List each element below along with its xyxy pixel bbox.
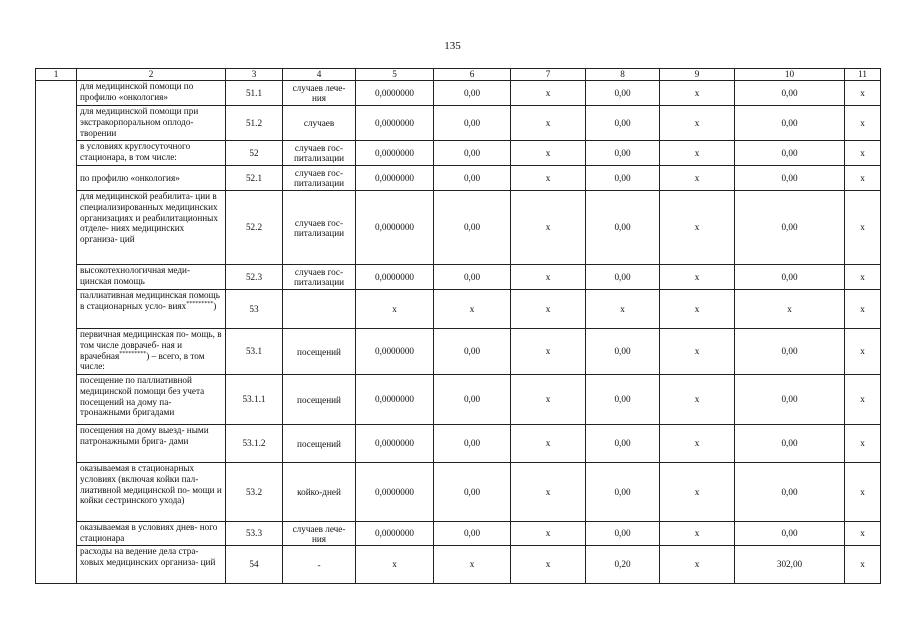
cell-col7: х [511, 141, 586, 166]
cell-col8: 0,00 [586, 522, 660, 546]
table-row [36, 329, 881, 375]
cell-col6: 0,00 [434, 375, 511, 425]
cell-col10: 0,00 [735, 191, 845, 265]
cell-col8: 0,00 [586, 81, 660, 106]
cell-col8: 0,00 [586, 329, 660, 375]
cell-col10: 0,00 [735, 141, 845, 166]
cell-col9: х [660, 375, 735, 425]
cell-col8: 0,00 [586, 265, 660, 290]
cell-col8: 0,00 [586, 463, 660, 522]
cell-col9: х [660, 425, 735, 463]
cell-col7: х [511, 522, 586, 546]
cell-unit: случаев лече- ния [283, 522, 356, 546]
column-number-8: 8 [586, 69, 660, 81]
cell-unit: случаев гос- питализации [283, 141, 356, 166]
cell-col11: х [845, 463, 881, 522]
cell-col5: 0,0000000 [356, 375, 434, 425]
cell-line-number: 52.2 [226, 191, 283, 265]
description-text: первичная медицинская по- мощь, в том числе доврачеб- ная и врачебная [80, 329, 222, 361]
cell-col1 [36, 106, 77, 141]
cell-unit: койко-дней [283, 463, 356, 522]
cell-col6: 0,00 [434, 265, 511, 290]
footnote-marker: ********* [119, 350, 147, 357]
table-row [36, 522, 881, 546]
column-number-4: 4 [283, 69, 356, 81]
cell-unit: случаев гос- питализации [283, 265, 356, 290]
cell-unit [283, 290, 356, 329]
cell-col9: х [660, 329, 735, 375]
cell-col10: 0,00 [735, 106, 845, 141]
cell-col1 [36, 546, 77, 584]
cell-line-number: 52 [226, 141, 283, 166]
cell-description [77, 425, 226, 463]
cell-col5: 0,0000000 [356, 166, 434, 191]
description-text: для медицинской помощи по профилю «онкология» [80, 81, 194, 102]
table-row [36, 191, 881, 265]
cell-col11: х [845, 191, 881, 265]
cell-unit: случаев [283, 106, 356, 141]
cell-col9: х [660, 141, 735, 166]
cell-unit: случаев гос- питализации [283, 166, 356, 191]
table-row [36, 106, 881, 141]
cell-col5: х [356, 546, 434, 584]
column-number-3: 3 [226, 69, 283, 81]
cell-col5: 0,0000000 [356, 106, 434, 141]
table-row [36, 463, 881, 522]
cell-description [77, 546, 226, 584]
cell-col8: 0,00 [586, 106, 660, 141]
cell-description [77, 141, 226, 166]
description-tail: ) – всего, в том числе: [80, 350, 205, 372]
cell-description [77, 463, 226, 522]
cell-col11: х [845, 425, 881, 463]
column-number-10: 10 [735, 69, 845, 81]
cell-unit: случаев лече- ния [283, 81, 356, 106]
description-tail: ) [213, 300, 217, 311]
cell-col8: 0,00 [586, 141, 660, 166]
cell-col1 [36, 81, 77, 106]
cell-col11: х [845, 329, 881, 375]
cell-col1 [36, 522, 77, 546]
cell-description [77, 375, 226, 425]
cell-col9: х [660, 166, 735, 191]
cell-col5: 0,0000000 [356, 81, 434, 106]
cell-col1 [36, 265, 77, 290]
description-text: по профилю «онкология» [80, 172, 180, 183]
cell-col1 [36, 425, 77, 463]
description-text: расходы на ведение дела стра- ховых медицинских организа- ций [80, 546, 216, 567]
cell-line-number: 51.2 [226, 106, 283, 141]
cell-col6: 0,00 [434, 329, 511, 375]
cell-col1 [36, 141, 77, 166]
cell-col5: 0,0000000 [356, 463, 434, 522]
table-row [36, 425, 881, 463]
cell-unit: - [283, 546, 356, 584]
cell-description [77, 191, 226, 265]
cell-col9: х [660, 191, 735, 265]
cell-col10: х [735, 290, 845, 329]
cell-unit: посещений [283, 329, 356, 375]
cell-col6: 0,00 [434, 81, 511, 106]
table-row [36, 290, 881, 329]
cell-col6: 0,00 [434, 425, 511, 463]
cell-col9: х [660, 106, 735, 141]
cell-line-number: 53.1.2 [226, 425, 283, 463]
cell-col7: х [511, 191, 586, 265]
cell-line-number: 53.3 [226, 522, 283, 546]
cell-col7: х [511, 265, 586, 290]
column-number-11: 11 [845, 69, 881, 81]
cell-description [77, 166, 226, 191]
cell-col10: 0,00 [735, 463, 845, 522]
cell-col11: х [845, 265, 881, 290]
column-number-2: 2 [77, 69, 226, 81]
cell-col1 [36, 375, 77, 425]
cell-col5: 0,0000000 [356, 141, 434, 166]
cell-col10: 0,00 [735, 265, 845, 290]
column-number-9: 9 [660, 69, 735, 81]
column-number-6: 6 [434, 69, 511, 81]
cell-col1 [36, 191, 77, 265]
description-text: оказываемая в условиях днев- ного стационара [80, 522, 218, 543]
cell-line-number: 52.1 [226, 166, 283, 191]
table-row [36, 375, 881, 425]
description-text: посещение по паллиативной медицинской помощи без учета посещений на дому па- тронажными бригадами [80, 375, 205, 418]
cell-line-number: 53.2 [226, 463, 283, 522]
cell-col6: х [434, 290, 511, 329]
table-row [36, 166, 881, 191]
table-row [36, 141, 881, 166]
cell-col9: х [660, 522, 735, 546]
cell-line-number: 54 [226, 546, 283, 584]
cell-col11: х [845, 106, 881, 141]
cell-description [77, 522, 226, 546]
cell-col11: х [845, 166, 881, 191]
cell-col1 [36, 166, 77, 191]
cell-unit: посещений [283, 375, 356, 425]
cell-line-number: 51.1 [226, 81, 283, 106]
cell-description [77, 81, 226, 106]
cell-description [77, 265, 226, 290]
cell-col8: 0,20 [586, 546, 660, 584]
cell-col9: х [660, 290, 735, 329]
cell-col5: 0,0000000 [356, 329, 434, 375]
description-text: паллиативная медицинская помощь в стационарных усло- виях [80, 290, 220, 311]
cell-col9: х [660, 81, 735, 106]
cell-col10: 0,00 [735, 522, 845, 546]
cell-col6: 0,00 [434, 106, 511, 141]
cell-col11: х [845, 375, 881, 425]
table-row [36, 81, 881, 106]
cell-col9: х [660, 265, 735, 290]
cell-line-number: 53.1.1 [226, 375, 283, 425]
cell-col6: 0,00 [434, 141, 511, 166]
cell-col8: 0,00 [586, 166, 660, 191]
cell-col5: 0,0000000 [356, 522, 434, 546]
cell-col8: х [586, 290, 660, 329]
cell-col11: х [845, 141, 881, 166]
cell-col10: 0,00 [735, 375, 845, 425]
cell-col7: х [511, 425, 586, 463]
cell-col6: 0,00 [434, 191, 511, 265]
cell-col10: 0,00 [735, 329, 845, 375]
cell-col11: х [845, 81, 881, 106]
cell-col9: х [660, 546, 735, 584]
cell-col6: х [434, 546, 511, 584]
page-number: 135 [444, 40, 461, 52]
cell-col6: 0,00 [434, 522, 511, 546]
cell-description [77, 106, 226, 141]
cell-col10: 0,00 [735, 425, 845, 463]
cell-col7: х [511, 106, 586, 141]
table-row [36, 546, 881, 584]
cell-col6: 0,00 [434, 166, 511, 191]
cell-col7: х [511, 290, 586, 329]
description-text: для медицинской реабилита- ции в специализированных медицинских организациях и реабилитационных отделе- ниях медицинских организа- ций [80, 191, 218, 245]
cell-col11: х [845, 546, 881, 584]
cell-col7: х [511, 81, 586, 106]
cell-col5: 0,0000000 [356, 425, 434, 463]
cell-col7: х [511, 546, 586, 584]
cell-description [77, 290, 226, 329]
description-text: посещения на дому выезд- ными патронажными брига- дами [80, 425, 209, 446]
cell-line-number: 53 [226, 290, 283, 329]
cell-col5: 0,0000000 [356, 191, 434, 265]
cell-col1 [36, 463, 77, 522]
data-table [35, 68, 881, 584]
footnote-marker: ********* [186, 300, 214, 307]
cell-unit: посещений [283, 425, 356, 463]
description-text: оказываемая в стационарных условиях (включая койки пал- лиативной медицинской по- мощи и койки сестринского ухода) [80, 463, 222, 506]
cell-col7: х [511, 329, 586, 375]
column-number-row [36, 69, 881, 81]
column-number-7: 7 [511, 69, 586, 81]
table-row [36, 265, 881, 290]
cell-line-number: 53.1 [226, 329, 283, 375]
cell-col11: х [845, 522, 881, 546]
cell-col7: х [511, 375, 586, 425]
description-text: для медицинской помощи при экстракорпоральном оплодо- творении [80, 106, 199, 138]
description-text: высокотехнологичная меди- цинская помощь [80, 265, 191, 286]
column-number-1: 1 [36, 69, 77, 81]
cell-line-number: 52.3 [226, 265, 283, 290]
cell-unit: случаев гос- питализации [283, 191, 356, 265]
cell-col10: 0,00 [735, 166, 845, 191]
cell-col6: 0,00 [434, 463, 511, 522]
cell-col8: 0,00 [586, 375, 660, 425]
cell-col7: х [511, 463, 586, 522]
cell-col1 [36, 290, 77, 329]
cell-col5: 0,0000000 [356, 265, 434, 290]
cell-description [77, 329, 226, 375]
cell-col7: х [511, 166, 586, 191]
cell-col11: х [845, 290, 881, 329]
cell-col5: х [356, 290, 434, 329]
cell-col9: х [660, 463, 735, 522]
column-number-5: 5 [356, 69, 434, 81]
description-text: в условиях круглосуточного стационара, в том числе: [80, 141, 191, 162]
cell-col1 [36, 329, 77, 375]
cell-col8: 0,00 [586, 191, 660, 265]
cell-col8: 0,00 [586, 425, 660, 463]
cell-col10: 0,00 [735, 81, 845, 106]
cell-col10: 302,00 [735, 546, 845, 584]
